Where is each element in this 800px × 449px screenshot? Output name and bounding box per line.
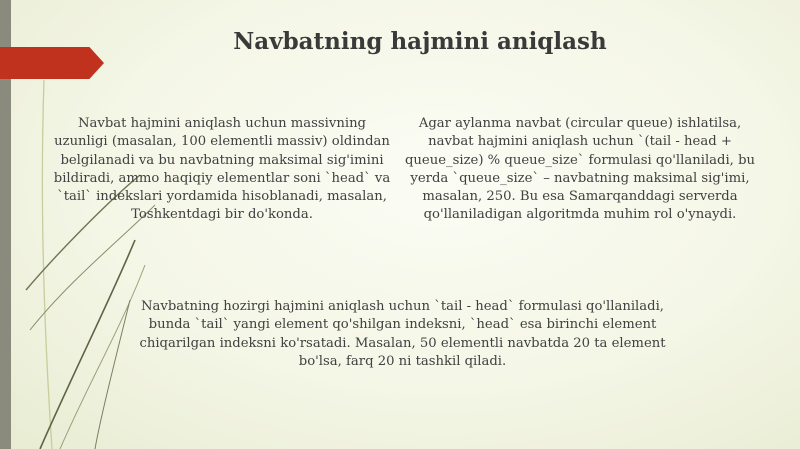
slide-title: Navbatning hajmini aniqlash [233,28,607,55]
paragraph-right: Agar aylanma navbat (circular queue) ishlatilsa, navbat hajmini aniqlash uchun `(tail - head + queue_size) % queue_size` formulasi qo'llaniladi, bu yerda `queue_size` – navbatning maksimal sig'imi, masalan, 250. Bu esa Samarqanddagi serverda qo'llaniladigan algoritmda muhim rol o'ynaydi. [404,116,756,223]
paragraph-left: Navbat hajmini aniqlash uchun massivning uzunligi (masalan, 100 elementli massiv) oldindan belgilanadi va bu navbatning maksimal sig'imini bildiradi, ammo haqiqiy elementlar soni `head` va `tail` indekslari yordamida hisoblanadi, masalan, Toshkentdagi bir do'konda. [53,116,391,223]
paragraph-bottom: Navbatning hozirgi hajmini aniqlash uchun `tail - head` formulasi qo'llaniladi, bunda `tail` yangi element qo'shilgan indeksni, `head` esa birinchi element chiqarilgan indeksni ko'rsatadi. Masalan, 50 elementli navbatda 20 ta element bo'lsa, farq 20 ni tashkil qiladi. [139,299,666,369]
red-arrow-marker [0,47,104,79]
